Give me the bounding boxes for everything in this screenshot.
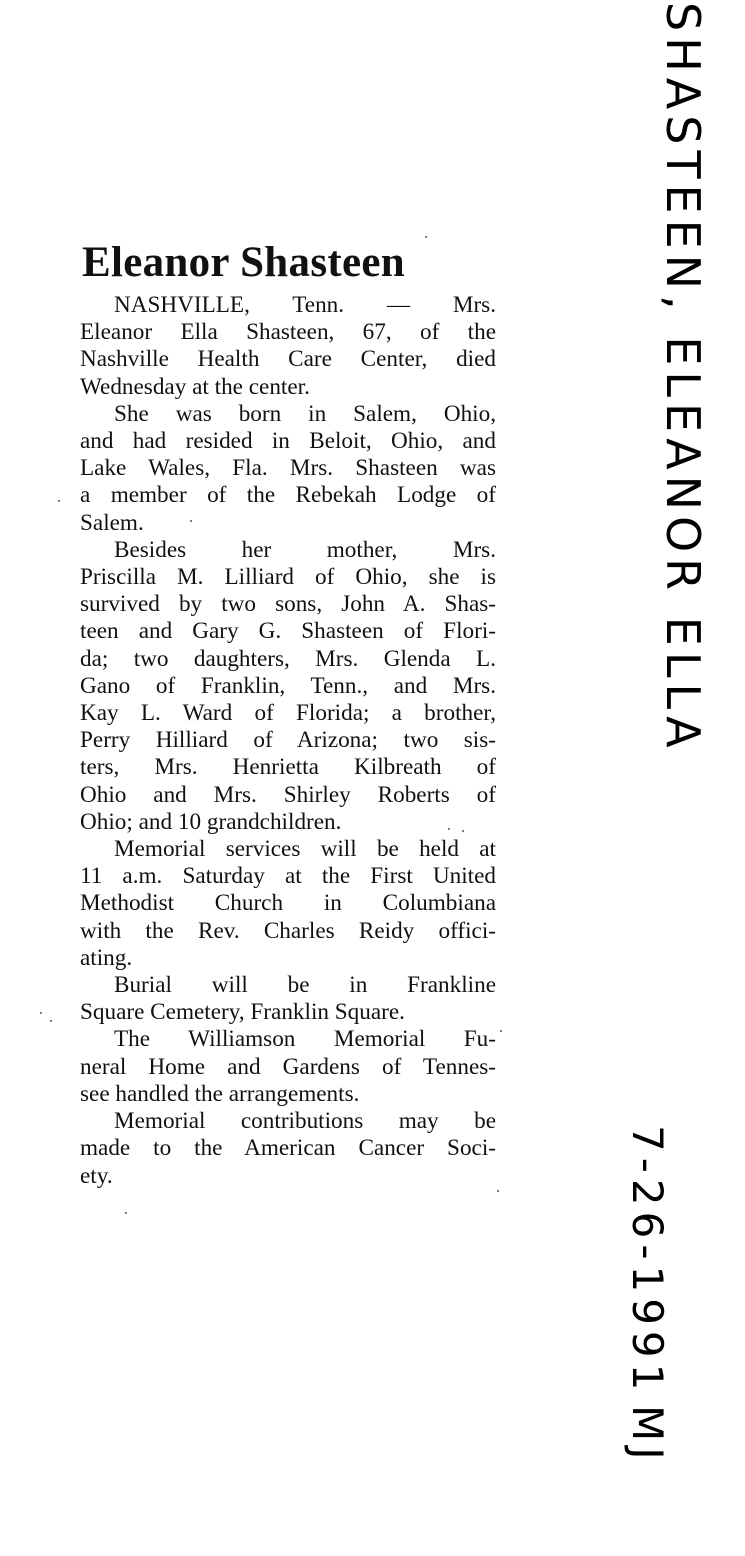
scan-speck xyxy=(448,828,450,830)
text-line: Ohio; and 10 grandchildren. xyxy=(80,808,342,835)
scan-speck xyxy=(497,1190,499,1192)
text-line: 11 a.m. Saturday at the First United xyxy=(80,863,496,890)
text-line: Gano of Franklin, Tenn., and Mrs. xyxy=(80,672,496,699)
text-line: ety. xyxy=(80,1162,113,1189)
text-line: The Williamson Memorial Fu- xyxy=(114,1026,496,1053)
paragraph-survivors xyxy=(80,537,496,836)
paragraph-burial xyxy=(80,972,496,1026)
text-line: Nashville Health Care Center, died xyxy=(80,346,496,373)
text-line: Priscilla M. Lilliard of Ohio, she is xyxy=(80,564,496,591)
text-line: teen and Gary G. Shasteen of Flori- xyxy=(80,618,496,645)
scan-speck xyxy=(50,1020,52,1022)
text-line: made to the American Cancer Soci- xyxy=(80,1135,496,1162)
text-line: Burial will be in Frankline xyxy=(114,972,496,999)
scan-speck xyxy=(125,1212,127,1214)
text-line: neral Home and Gardens of Tennes- xyxy=(80,1053,496,1080)
text-line: see handled the arrangements. xyxy=(80,1080,360,1107)
text-line: Ohio and Mrs. Shirley Roberts of xyxy=(80,781,496,808)
text-line: survived by two sons, John A. Shas- xyxy=(80,591,496,618)
text-line: Wednesday at the center. xyxy=(80,373,310,400)
scan-speck xyxy=(500,1030,502,1032)
text-line: Square Cemetery, Franklin Square. xyxy=(80,999,405,1026)
text-line: ating. xyxy=(80,944,133,971)
handwritten-date-annotation: 7-26-1991 xyxy=(623,1125,672,1397)
scan-speck xyxy=(190,520,192,522)
text-line: ters, Mrs. Henrietta Kilbreath of xyxy=(80,754,496,781)
obituary-clipping xyxy=(80,238,496,1190)
handwritten-initials-annotation: MJ xyxy=(623,1405,672,1466)
text-line: Memorial contributions may be xyxy=(114,1108,496,1135)
text-line: Salem. xyxy=(80,509,144,536)
paragraph-contributions xyxy=(80,1108,496,1190)
paragraph-biography xyxy=(80,401,496,537)
text-line: a member of the Rebekah Lodge of xyxy=(80,482,496,509)
text-line: with the Rev. Charles Reidy offici- xyxy=(80,917,496,944)
text-line: She was born in Salem, Ohio, xyxy=(114,400,496,427)
handwritten-name-annotation: SHASTEEN, ELEANOR ELLA xyxy=(656,2,710,754)
text-line: Besides her mother, Mrs. xyxy=(114,536,496,563)
text-line: NASHVILLE, Tenn. — Mrs. xyxy=(114,292,496,318)
paragraph-arrangements xyxy=(80,1026,496,1108)
scan-speck xyxy=(40,1012,42,1014)
text-line: and had resided in Beloit, Ohio, and xyxy=(80,428,496,455)
obituary-body xyxy=(80,292,496,1190)
text-line: Kay L. Ward of Florida; a brother, xyxy=(80,700,496,727)
paragraph-services xyxy=(80,836,496,972)
text-line: Eleanor Ella Shasteen, 67, of the xyxy=(80,319,496,346)
scan-speck xyxy=(58,500,60,502)
text-line: Lake Wales, Fla. Mrs. Shasteen was xyxy=(80,455,496,482)
scan-speck xyxy=(462,830,464,832)
obituary-headline: Eleanor Shasteen xyxy=(82,239,405,286)
text-line: Methodist Church in Columbiana xyxy=(80,890,496,917)
text-line: Memorial services will be held at xyxy=(114,836,496,863)
paragraph-announcement xyxy=(80,292,496,401)
text-line: da; two daughters, Mrs. Glenda L. xyxy=(80,645,496,672)
scan-speck xyxy=(425,236,427,238)
text-line: Perry Hilliard of Arizona; two sis- xyxy=(80,727,496,754)
